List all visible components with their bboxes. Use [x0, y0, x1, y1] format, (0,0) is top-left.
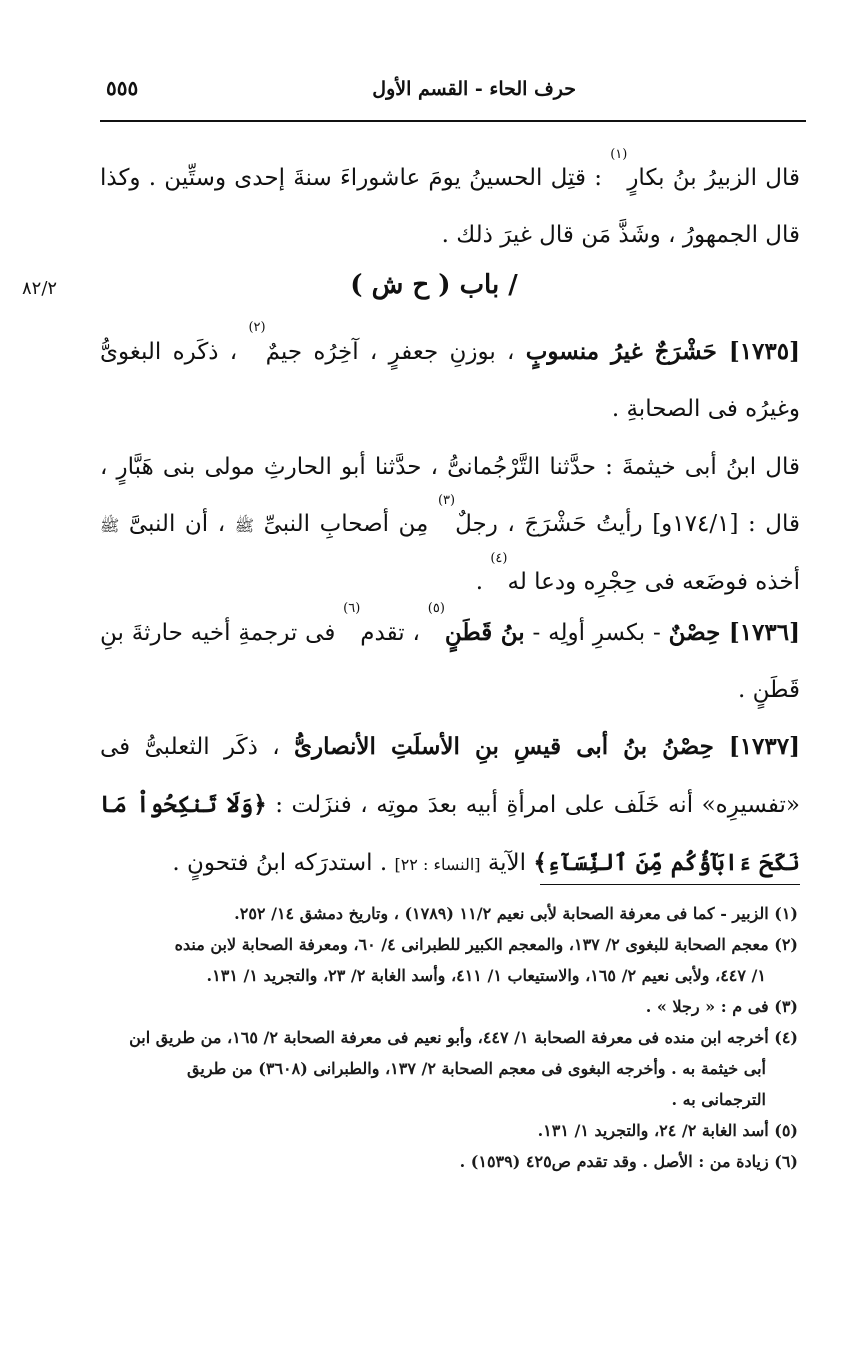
footnote-ref-6[interactable]: (٦) [343, 601, 361, 616]
paragraph-zubayr [100, 147, 800, 264]
footnote-5: (٥) أسد الغابة ٢/ ٢٤، والتجريد ١/ ١٣١. [537, 1121, 798, 1140]
quran-reference: [النساء : ٢٢] [394, 855, 481, 874]
footnote-4: (٤) أخرجه ابن منده فى معرفة الصحابة ١/ ٤٤٧، وأبو نعيم فى معرفة الصحابة ٢/ ١٦٥، من طريق ابن [129, 1028, 798, 1047]
text: : قتِل الحسينُ يومَ عاشوراءَ سنةَ إحدى وستِّين . وكذا قال الجمهورُ ، وشَذَّ مَن قال غيرَ ذلك . [100, 165, 800, 248]
footnote-1: (١) الزبير - كما فى معرفة الصحابة لأبى نعيم ١١/٢ (١٧٨٩) ، وتاريخ دمشق ١٤/ ٢٥٢. [234, 904, 798, 923]
paragraph-ibn-abi-khaythama [100, 439, 800, 611]
text: ، ذكَره البغوىُّ وغيرُه فى الصحابةِ . [100, 339, 800, 422]
section-title: / باب ( ح ش ) [350, 270, 518, 300]
honorific-glyph: ﷺ [100, 516, 120, 535]
footnote-4-continued: الترجمانى به . [671, 1090, 766, 1109]
entry-1737 [100, 718, 800, 893]
running-title: حرف الحاء - القسم الأول [372, 78, 576, 100]
entry-1736 [100, 601, 801, 719]
text: قال ابنُ أبى خيثمةَ : حدَّثنا التَّرْجُمانىُّ ، حدَّثنا أبو الحارثِ مولى بنى هَبَّارٍ ، قال : [١٧٤/١و] رأيتُ حَشْرَجَ ، رجلٌ [100, 454, 801, 537]
section-heading [0, 270, 868, 320]
entry-heading: [١٧٣٥] حَشْرَجٌ غيرُ منسوبٍ [525, 338, 801, 365]
text: . استدرَكه ابنُ فتحونٍ . [172, 850, 395, 876]
header-rule [100, 120, 806, 122]
quran-verse: ﴿وَلَا تَنكِحُواْ مَا نَكَحَ ءَابَآؤُكُم مِّنَ ٱلنِّسَآءِ﴾ [100, 791, 800, 876]
text: ، ذكَر الثعلبىُّ فى «تفسيرِه» أنه خَلَف على امرأةِ أبيه بعدَ موتِه ، فنزَلت : [100, 734, 800, 818]
footnote-ref-2[interactable]: (٢) [248, 320, 266, 335]
entry-1735 [100, 320, 801, 438]
entry-heading: [١٧٣٦] حِصْنٌ [668, 619, 801, 646]
page-number: ٥٥٥ [106, 76, 139, 100]
text: قال الزبيرُ بنُ بكارٍ [627, 165, 800, 191]
text: الآية [480, 850, 534, 876]
text: ، أن النبىَّ [119, 511, 235, 537]
text: - بكسرِ أولِه - [524, 620, 669, 646]
text: أخذه فوضَعه فى حِجْرِه ودعا له [507, 569, 800, 595]
footnote-ref-1[interactable]: (١) [610, 147, 628, 162]
footnotes [100, 898, 800, 1177]
entry-heading: [١٧٣٧] حِصْنُ بنُ أبى قيسِ بنِ الأسلَتِ الأنصارىُّ [293, 733, 801, 760]
footnote-ref-5[interactable]: (٥) [427, 601, 445, 616]
page-header [100, 74, 806, 112]
text: فى ترجمةِ أخيه حارثةَ بنِ قَطَنٍ . [100, 620, 800, 703]
footnote-4-continued: أبى خيثمة به . وأخرجه البغوى فى معجم الصحابة ٢/ ١٣٧، والطبرانى (٣٦٠٨) من طريق [187, 1059, 766, 1078]
text: ، بوزنِ جعفرٍ ، آخِرُه جيمٌ [265, 339, 526, 365]
honorific-glyph: ﷺ [234, 516, 255, 535]
footnote-rule [540, 884, 800, 885]
entry-heading: بنُ قَطَنٍ [444, 619, 525, 646]
text: . [475, 569, 491, 595]
text: مِن أصحابِ النبىِّ [254, 511, 438, 537]
footnote-3: (٣) فى م : « رجلا » . [645, 997, 798, 1016]
footnote-2: (٢) معجم الصحابة للبغوى ٢/ ١٣٧، والمعجم الكبير للطبرانى ٤/ ٦٠، ومعرفة الصحابة لابن منده [174, 935, 798, 954]
text: ، تقدم [360, 620, 428, 646]
margin-volume-reference: ٨٢/٢ [22, 278, 58, 299]
footnote-ref-4[interactable]: (٤) [490, 551, 508, 566]
footnote-6: (٦) زيادة من : الأصل . وقد تقدم ص٤٢٥ (١٥٣٩) . [459, 1152, 798, 1171]
footnote-2-continued: ١/ ٤٤٧، ولأبى نعيم ٢/ ١٦٥، والاستيعاب ١/ ٤١١، وأسد الغابة ٢/ ٢٣، والتجريد ١/ ١٣١. [206, 966, 766, 985]
footnote-ref-3[interactable]: (٣) [437, 493, 456, 508]
